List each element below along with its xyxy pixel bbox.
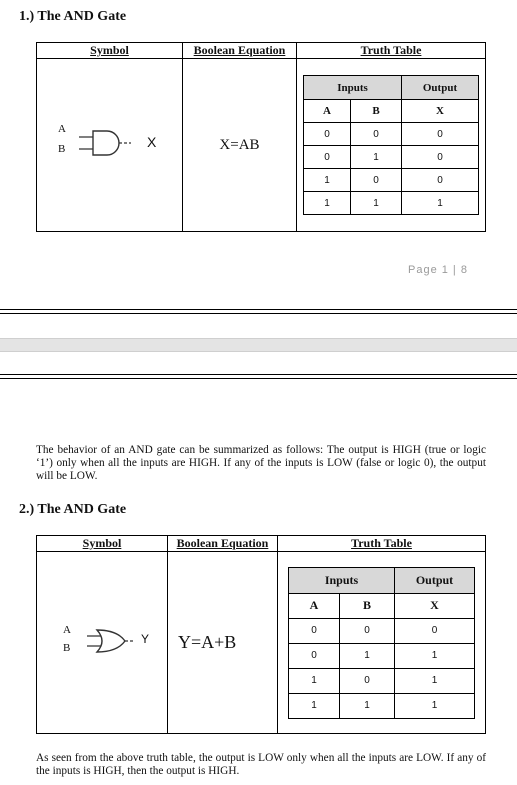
table-cell: 0: [340, 618, 395, 643]
column-b-header: B: [351, 100, 402, 123]
table-cell: 0: [351, 123, 402, 146]
equation-cell: [168, 552, 278, 734]
column-a-header: A: [304, 100, 351, 123]
gate-input-b-label: B: [63, 642, 71, 654]
page-number: Page 1 | 8: [408, 264, 468, 276]
table-row: [304, 169, 479, 192]
table-row: [289, 668, 475, 693]
table-cell: 0: [289, 643, 340, 668]
output-header: Output: [395, 567, 475, 593]
section1-table: [36, 42, 486, 232]
table-cell: 1: [395, 693, 475, 718]
section2-table: [36, 535, 486, 734]
table-cell: 1: [289, 668, 340, 693]
table-cell: 1: [351, 146, 402, 169]
table-cell: 0: [351, 169, 402, 192]
column-x-header: X: [402, 100, 479, 123]
truth-table-header: Truth Table: [278, 536, 486, 552]
section2-heading: 2.) The AND Gate: [19, 502, 127, 517]
gate-input-a-label: A: [63, 624, 71, 636]
page-break-rule: [0, 313, 517, 314]
truth-table: [303, 75, 479, 215]
table-cell: 0: [402, 123, 479, 146]
gate-input-b-label: B: [58, 143, 66, 155]
and-gate-description: The behavior of an AND gate can be summarized as follows: The output is HIGH (true or logic ‘1’) only when all the inputs are HIGH. If any of the inputs is LOW (false or logic 0), the output will be LOW.: [36, 444, 486, 482]
truth-table-cell: [297, 59, 486, 232]
gate-output-label: X: [147, 134, 157, 150]
table-row: [289, 618, 475, 643]
truth-table-header: Truth Table: [297, 43, 486, 59]
table-row: [304, 192, 479, 215]
boolean-equation: Y=A+B: [178, 632, 237, 652]
table-cell: 1: [402, 192, 479, 215]
page-break-rule: [0, 378, 517, 379]
truth-table-cell: [278, 552, 486, 734]
table-cell: 1: [340, 693, 395, 718]
equation-header: Boolean Equation: [183, 43, 297, 59]
symbol-cell: [37, 59, 183, 232]
inputs-header: Inputs: [289, 567, 395, 593]
gate-output-label: Y: [141, 632, 150, 646]
or-gate-description: As seen from the above truth table, the output is LOW only when all the inputs are LOW. If any of the inputs is HIGH, then the output is HIGH.: [36, 752, 486, 777]
equation-cell: [183, 59, 297, 232]
table-cell: 0: [395, 618, 475, 643]
table-row: [289, 693, 475, 718]
column-b-header: B: [340, 593, 395, 618]
truth-table: [288, 567, 475, 719]
table-cell: 0: [340, 668, 395, 693]
table-cell: 1: [304, 169, 351, 192]
table-row: [304, 123, 479, 146]
gate-input-a-label: A: [58, 123, 66, 135]
table-cell: 0: [289, 618, 340, 643]
output-header: Output: [402, 76, 479, 100]
table-cell: 1: [340, 643, 395, 668]
table-cell: 0: [402, 169, 479, 192]
and-gate-icon: [79, 129, 135, 157]
table-cell: 1: [304, 192, 351, 215]
table-cell: 1: [395, 668, 475, 693]
symbol-cell: [37, 552, 168, 734]
table-row: [304, 146, 479, 169]
table-cell: 1: [289, 693, 340, 718]
inputs-header: Inputs: [304, 76, 402, 100]
table-cell: 0: [304, 123, 351, 146]
symbol-header: Symbol: [37, 43, 183, 59]
equation-header: Boolean Equation: [168, 536, 278, 552]
column-a-header: A: [289, 593, 340, 618]
page-break-rule: [0, 309, 517, 310]
table-cell: 1: [395, 643, 475, 668]
table-cell: 0: [402, 146, 479, 169]
column-x-header: X: [395, 593, 475, 618]
page-break-rule: [0, 374, 517, 375]
page-gap: [0, 338, 517, 352]
symbol-header: Symbol: [37, 536, 168, 552]
table-cell: 1: [351, 192, 402, 215]
table-cell: 0: [304, 146, 351, 169]
section1-heading: 1.) The AND Gate: [19, 9, 127, 24]
boolean-equation: X=AB: [219, 136, 260, 153]
or-gate-icon: [87, 628, 139, 654]
table-row: [289, 643, 475, 668]
